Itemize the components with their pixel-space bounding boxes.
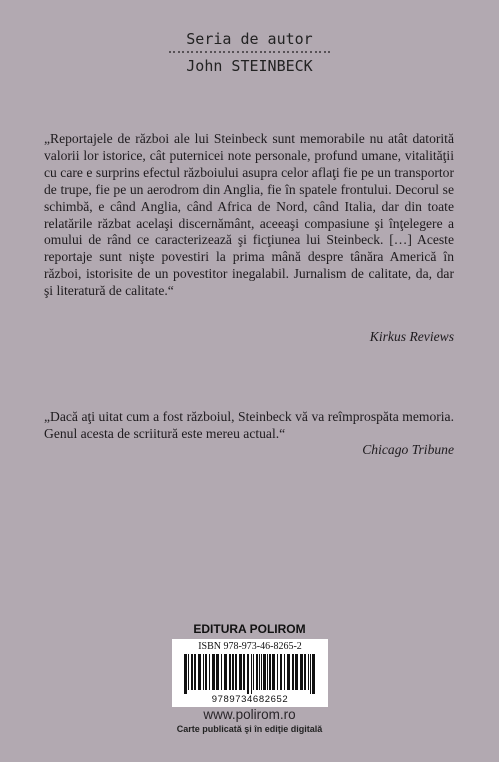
divider-dot bbox=[219, 51, 221, 53]
barcode-bar bbox=[216, 654, 219, 690]
barcode-bar bbox=[232, 654, 234, 690]
divider-dot bbox=[319, 51, 321, 53]
divider-dot bbox=[200, 51, 202, 53]
divider-dot bbox=[305, 51, 307, 53]
barcode-bar bbox=[284, 654, 285, 690]
divider-dot bbox=[169, 51, 171, 53]
divider-dot bbox=[187, 51, 189, 53]
publisher-website: www.polirom.ro bbox=[203, 707, 296, 722]
divider-dot bbox=[310, 51, 312, 53]
divider-dot bbox=[205, 51, 207, 53]
barcode-icon bbox=[182, 654, 318, 694]
divider-dot bbox=[296, 51, 298, 53]
isbn-barcode bbox=[172, 639, 328, 707]
barcode-bar bbox=[243, 654, 245, 690]
divider-dot bbox=[173, 51, 175, 53]
divider-dot bbox=[232, 51, 234, 53]
barcode-bar bbox=[247, 654, 249, 694]
divider-dot bbox=[182, 51, 184, 53]
divider-dot bbox=[315, 51, 317, 53]
barcode-bar bbox=[235, 654, 237, 690]
dotted-divider bbox=[169, 51, 331, 55]
divider-dot bbox=[223, 51, 225, 53]
divider-dot bbox=[269, 51, 271, 53]
review-source-chicago: Chicago Tribune bbox=[362, 442, 454, 457]
divider-dot bbox=[242, 51, 244, 53]
barcode-bar bbox=[256, 654, 258, 690]
barcode-bar bbox=[267, 654, 268, 690]
barcode-bar bbox=[194, 654, 196, 690]
divider-dot bbox=[228, 51, 230, 53]
barcode-bar bbox=[277, 654, 278, 690]
barcode-bar bbox=[205, 654, 207, 690]
barcode-bar bbox=[253, 654, 254, 690]
barcode-bar bbox=[184, 654, 187, 694]
barcode-bar bbox=[198, 654, 201, 690]
barcode-bar bbox=[310, 654, 311, 694]
barcode-bar bbox=[308, 654, 309, 690]
barcode-bar bbox=[295, 654, 298, 690]
barcode-bar bbox=[272, 654, 275, 690]
divider-dot bbox=[278, 51, 280, 53]
barcode-bar bbox=[224, 654, 227, 690]
divider-dot bbox=[273, 51, 275, 53]
barcode-bar bbox=[263, 654, 266, 690]
divider-dot bbox=[324, 51, 326, 53]
barcode-bar bbox=[221, 654, 222, 690]
isbn-number: ISBN 978-973-46-8265-2 bbox=[198, 641, 302, 652]
barcode-bar bbox=[312, 654, 315, 694]
divider-dot bbox=[196, 51, 198, 53]
edition-note: Carte publicată şi în ediţie digitală bbox=[176, 724, 323, 734]
divider-dot bbox=[255, 51, 257, 53]
divider-dot bbox=[283, 51, 285, 53]
barcode-bar bbox=[229, 654, 231, 690]
divider-dot bbox=[246, 51, 248, 53]
review-quote-kirkus: „Reportajele de război ale lui Steinbeck sunt memorabile nu atât datorită valorii lor istorice, cât puternicei note personale, profund umane, vitalităţii cu care e surprins efectul războiului asupra celor aflaţi fie pe un transportor de trupe, fie pe un aerodrom din Anglia, fie în spatele frontului. Decorul se schimbă, e când Anglia, când Africa de Nord, când Italia, dar din toate relatările răzbat acelaşi discernământ, aceeaşi compasiune şi înţelegere a omului de rând ce caracterizează şi ficţiunea lui Steinbeck. […] Aceste reportaje sunt nişte povestiri la prima mână despre tânăra Americă în război, istorisite de un povestitor inegalabil. Jurnalism de calitate, da, dar şi literatură de calitate.“ bbox=[44, 131, 454, 299]
barcode-bar bbox=[212, 654, 215, 690]
barcode-digits: 9789734682652 bbox=[211, 694, 289, 705]
review-quote-chicago: „Dacă aţi uitat cum a fost războiul, Steinbeck vă va reîmprospăta memoria. Genul acesta de scriitură este mereu actual.“ bbox=[44, 409, 454, 441]
divider-dot bbox=[260, 51, 262, 53]
barcode-bar bbox=[280, 654, 282, 690]
divider-dot bbox=[251, 51, 253, 53]
review-source-kirkus: Kirkus Reviews bbox=[369, 329, 454, 344]
barcode-bar bbox=[261, 654, 262, 690]
barcode-bar bbox=[259, 654, 260, 690]
divider-dot bbox=[178, 51, 180, 53]
divider-dot bbox=[328, 51, 330, 53]
barcode-bar bbox=[269, 654, 271, 690]
barcode-bar bbox=[191, 654, 193, 690]
barcode-bar bbox=[287, 654, 290, 690]
divider-dot bbox=[191, 51, 193, 53]
series-header bbox=[0, 30, 499, 75]
divider-dot bbox=[264, 51, 266, 53]
divider-dot bbox=[214, 51, 216, 53]
barcode-bar bbox=[304, 654, 306, 690]
divider-dot bbox=[292, 51, 294, 53]
series-label: Seria de autor bbox=[186, 30, 313, 48]
barcode-bar bbox=[251, 654, 252, 694]
publisher-name: EDITURA POLIROM bbox=[193, 622, 306, 636]
barcode-bar bbox=[209, 654, 210, 690]
divider-dot bbox=[301, 51, 303, 53]
divider-dot bbox=[210, 51, 212, 53]
barcode-bar bbox=[292, 654, 294, 690]
divider-dot bbox=[287, 51, 289, 53]
barcode-bar bbox=[203, 654, 204, 690]
author-name: John STEINBECK bbox=[186, 57, 313, 75]
divider-dot bbox=[237, 51, 239, 53]
barcode-bar bbox=[239, 654, 242, 690]
barcode-bar bbox=[300, 654, 303, 690]
barcode-bar bbox=[188, 654, 189, 690]
